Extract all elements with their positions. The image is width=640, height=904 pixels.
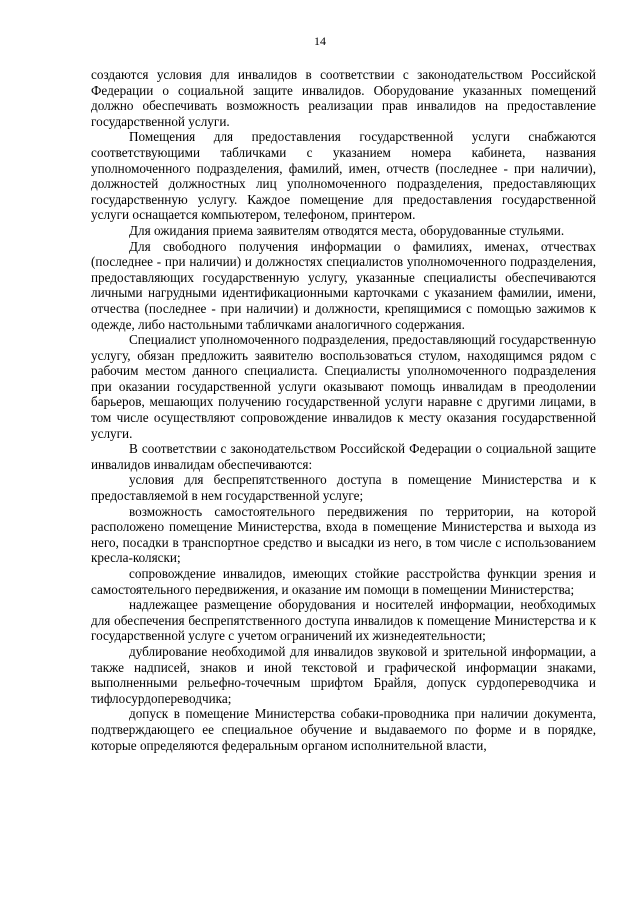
body-text xyxy=(91,67,596,753)
page-number: 14 xyxy=(314,34,326,48)
list-item: допуск в помещение Министерства собаки-проводника при наличии документа, подтверждающего ее специальное обучение и выдаваемого по форме и в порядке, которые определяются федеральным органом исполнительной власти, xyxy=(91,706,596,753)
list-item: возможность самостоятельного передвижения по территории, на которой расположено помещение Министерства, входа в помещение Министерства и выхода из него, посадки в транспортное средство и высадки из него, в том числе с использованием кресла-коляски; xyxy=(91,503,596,566)
paragraph: создаются условия для инвалидов в соответствии с законодательством Российской Федерации о социальной защите инвалидов. Оборудование указанных помещений должно обеспечивать возможность реализации прав инвалидов на предоставление государственной услуги. xyxy=(91,67,596,129)
list-item: дублирование необходимой для инвалидов звуковой и зрительной информации, а также надписей, знаков и иной текстовой и графической информации знаками, выполненными рельефно-точечным шрифтом Брайля, допуск сурдопереводчика и тифлосурдопереводчика; xyxy=(91,643,596,706)
list-item: сопровождение инвалидов, имеющих стойкие расстройства функции зрения и самостоятельного передвижения, и оказание им помощи в помещении Министерства; xyxy=(91,566,596,597)
paragraph: Специалист уполномоченного подразделения, предоставляющий государственную услугу, обязан предложить заявителю воспользоваться стулом, находящимся рядом с рабочим местом данного специалиста. Специалисты уполномоченного подразделения при оказании государственной услуги оказывают помощь инвалидам в преодолении барьеров, мешающих получению государственной услуги наравне с другими лицами, в том числе осуществляют сопровождение инвалидов к месту оказания государственной услуги. xyxy=(91,332,596,441)
paragraph: Помещения для предоставления государственной услуги снабжаются соответствующими табличками с указанием номера кабинета, названия уполномоченного подразделения, фамилий, имен, отчеств (последнее - при наличии), должностей должностных лиц уполномоченного подразделения, предоставляющих государственную услугу. Каждое помещение для предоставления государственной услуги оснащается компьютером, телефоном, принтером. xyxy=(91,129,596,223)
list-item: надлежащее размещение оборудования и носителей информации, необходимых для обеспечения беспрепятственного доступа инвалидов к помещение Министерства и к государственной услуге с учетом ограничений их жизнедеятельности; xyxy=(91,597,596,644)
paragraph: В соответствии с законодательством Российской Федерации о социальной защите инвалидов инвалидам обеспечиваются: xyxy=(91,441,596,472)
paragraph: Для ожидания приема заявителям отводятся места, оборудованные стульями. xyxy=(129,222,565,238)
list-item: условия для беспрепятственного доступа в помещение Министерства и к предоставляемой в нем государственной услуге; xyxy=(91,472,596,504)
paragraph: Для свободного получения информации о фамилиях, именах, отчествах (последнее - при наличии) и должностях специалистов уполномоченного подразделения, предоставляющих государственную услугу, указанные специалисты обеспечиваются личными нагрудными идентификационными карточками с указанием фамилии, имени, отчества (последнее - при наличии) и должности, крепящимися с помощью зажимов к одежде, либо настольными табличками аналогичного содержания. xyxy=(91,238,596,332)
